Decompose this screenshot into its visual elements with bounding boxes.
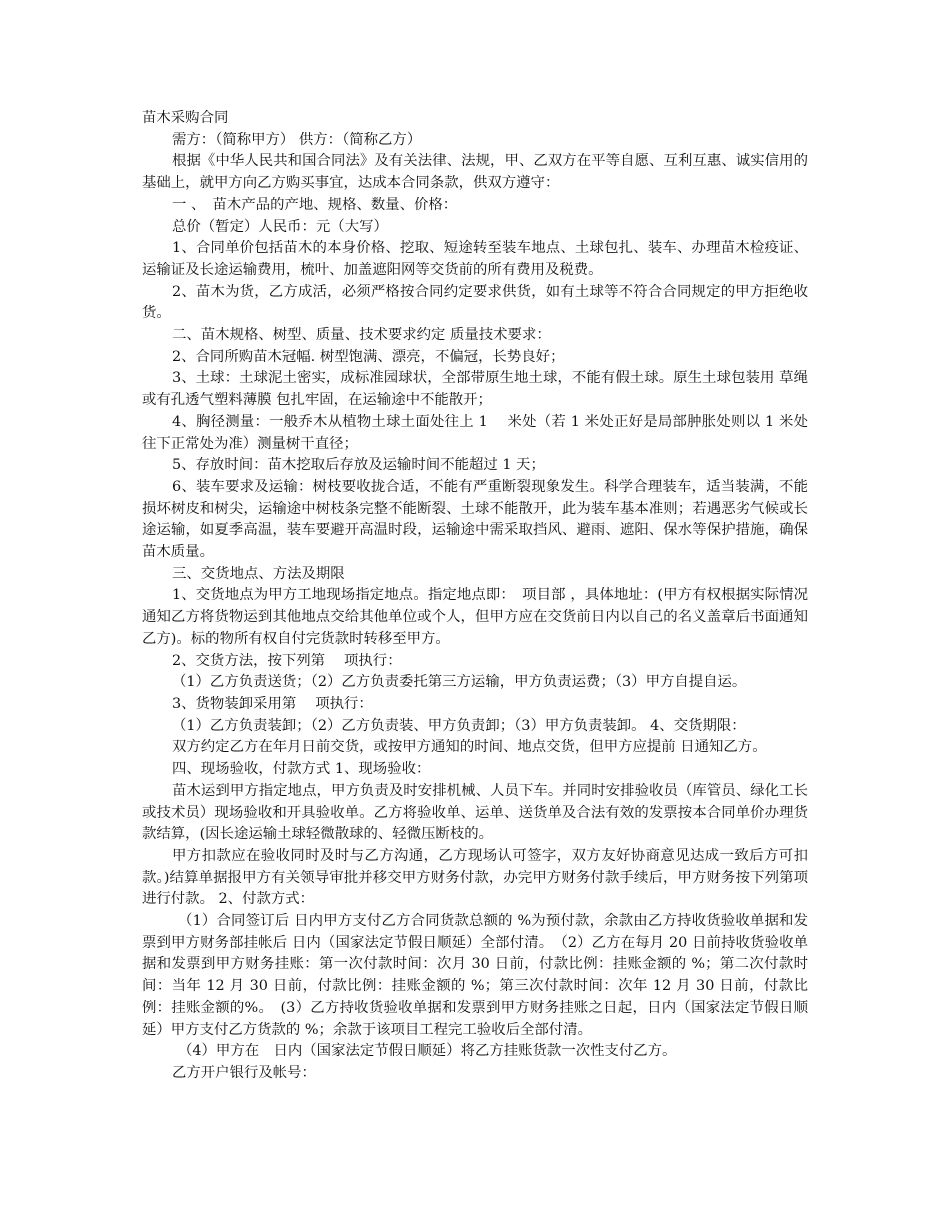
clause-1-unit-price: 1、合同单价包括苗木的本身价格、挖取、短途转至装车地点、土球包扎、装车、办理苗木检疫证、运输证及长途运输费用，梳叶、加盖遮阳网等交货前的所有费用及税费。 (142, 240, 808, 278)
section-one-heading: 一 、 苗木产品的产地、规格、数量、价格： (172, 196, 458, 213)
clause-site-acceptance: 苗木运到甲方指定地点，甲方负责及时安排机械、人员下车。并同时安排验收员（库管员、绿化工长或技术员）现场验收和开具验收单。乙方将验收单、运单、送货单及合法有效的发票按本合同单价办理货款结算，(因长途运输土球轻微散球的、轻微压断枝的。 (142, 782, 808, 843)
clause-2-survival: 2、苗木为货，乙方成活，必须严格按合同约定要求供货，如有土球等不符合合同规定的甲方拒绝收货。 (142, 283, 808, 322)
clause-payment-option-4: （4）甲方在 日内（国家法定节假日顺延）将乙方挂账货款一次性支付乙方。 (178, 1043, 677, 1060)
clause-payment-terms: （1）合同签订后 日内甲方支付乙方合同货款总额的 %为预付款，余款由乙方持收货验收单据和发票到甲方财务部挂帐后 日内（国家法定节假日顺延）全部付清。 （2）乙方在每月 20 日前持收货验收单据和发票到甲方财务挂账：第一次付款时间：次月 30 日前，付款比例：挂账金额的 %；第二次付款时间：当年 12 月 30 日前，付款比例：挂账金额的 %；第三次付款时间：次年 12 月 30 日前，付款比例：挂账金额的%。 (3）乙方持收货验收单据和发票到甲方财务挂账之日起，日内（国家法定节假日顺延）甲方支付乙方货款的 %；余款于该项目工程完工验收后全部付清。 (142, 913, 808, 1038)
clause-crown: 2、合同所购苗木冠幅. 树型饱满、漂亮，不偏冠，长势良好； (172, 348, 565, 365)
contract-document (142, 108, 808, 1085)
clause-soil-ball: 3、土球：土球泥土密实，成标准园球状，全部带原生地土球，不能有假土球。原生土球包装用 草绳或有孔透气塑料薄膜 包扎牢固，在运输途中不能散开； (142, 370, 808, 409)
clause-delivery-method: 2、交货方法，按下列第 项执行： (172, 652, 402, 669)
clause-loading-transport: 6、装车要求及运输：树枝要收拢合适，不能有严重断裂现象发生。科学合理装车，适当装满，不能损坏树皮和树尖，运输途中树枝条完整不能断裂、土球不能散开，此为装车基本准则；若遇恶劣气候或长途运输，如夏季高温，装车要避开高温时段，运输途中需采取挡风、避雨、遮阳、保水等保护措施，确保苗木质量。 (142, 478, 808, 561)
clause-loading-unloading: 3、货物装卸采用第 项执行： (172, 695, 373, 712)
bank-account-line: 乙方开户银行及帐号： (172, 1064, 316, 1081)
section-four-heading: 四、现场验收，付款方式 1、现场验收： (172, 761, 431, 778)
clause-deduction: 甲方扣款应在验收同时及时与乙方沟通，乙方现场认可签字，双方友好协商意见达成一致后方可扣款。)结算单据报甲方有关领导审批并移交甲方财务付款，办完甲方财务付款手续后，甲方财务按下列第项进行付款。 2、付款方式： (142, 847, 808, 908)
preamble-paragraph: 根据《中华人民共和国合同法》及有关法律、法规，甲、乙双方在平等自愿、互利互惠、诚实信用的基础上，就甲方向乙方购买事宜，达成本合同条款，供双方遵守： (142, 153, 808, 192)
loading-unloading-options: （1）乙方负责装卸；（2）乙方负责装、甲方负责卸；（3）甲方负责装卸。 4、交货期限： (172, 717, 746, 734)
delivery-method-options: （1）乙方负责送货；（2）乙方负责委托第三方运输，甲方负责运费；（3）甲方自提自运。 (172, 674, 747, 691)
clause-dbh-measure: 4、胸径测量：一般乔木从植物土球土面处往上 1 米处（若 1 米处正好是局部肿胀处则以 1 米处往下正常处为准）测量树干直径； (142, 413, 808, 452)
section-two-heading: 二、苗木规格、树型、质量、技术要求约定 质量技术要求： (172, 327, 551, 344)
clause-delivery-place: 1、交货地点为甲方工地现场指定地点。指定地点即： 项目部 ，具体地址：(甲方有权根据实际情况通知乙方将货物运到其他地点交给其他单位或个人，但甲方应在交货前日内以自己的名义盖章后书面通知乙方)。标的物所有权自付完货款时转移至甲方。 (142, 587, 808, 647)
total-price-line: 总价（暂定）人民币：元（大写） (172, 218, 388, 235)
delivery-deadline: 双方约定乙方在年月日前交货，或按甲方通知的时间、地点交货，但甲方应提前 日通知乙方。 (172, 739, 767, 756)
parties-line: 需方：（简称甲方） 供方：（简称乙方） (172, 131, 422, 148)
section-three-heading: 三、交货地点、方法及期限 (172, 565, 345, 582)
clause-storage-time: 5、存放时间：苗木挖取后存放及运输时间不能超过 1 天； (172, 457, 545, 474)
document-title: 苗木采购合同 (142, 110, 229, 126)
